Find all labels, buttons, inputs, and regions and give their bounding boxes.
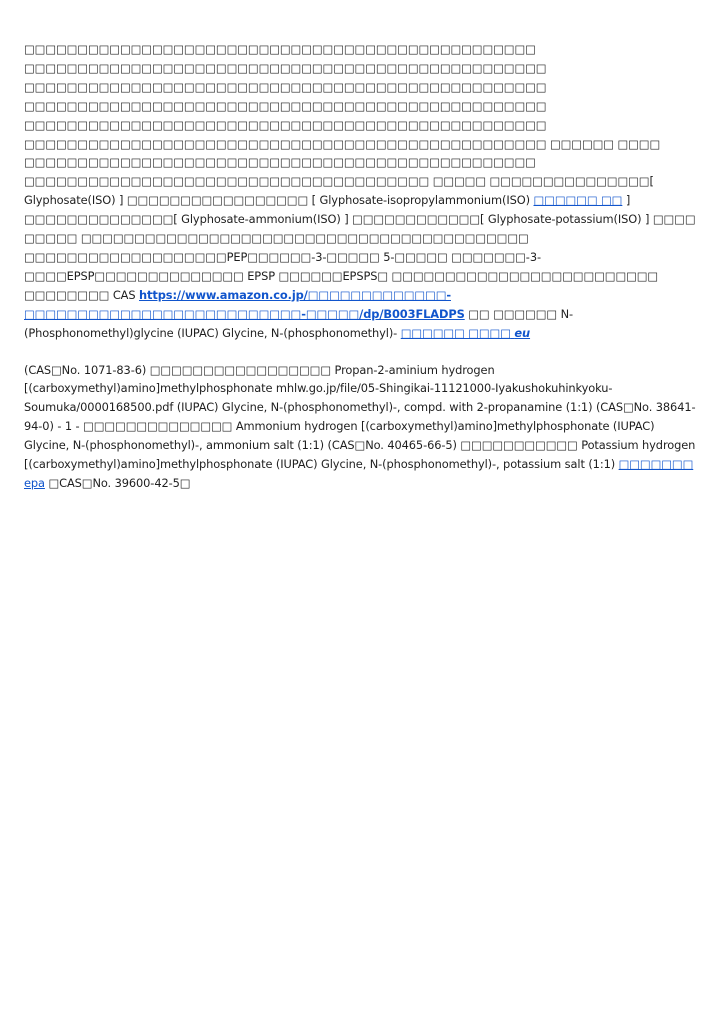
text-run: □□□□□□□□□□□□□□□□□□□□□□□□□□□□□□□□□□□□□□□□□□□□□□□□□ □□□□□□ □□□□: [24, 136, 661, 151]
inline-link[interactable]: □□□□□□ □□□□: [400, 325, 511, 340]
text-run: □□□□□□□□□□□□□□□□□□□□□□□□□□□□□□□□□□□□□□□□□□□□□□□□: [24, 42, 536, 56]
inline-link[interactable]: https://www.amazon.co.jp/□□□□□□□□□□□□□-□□□□□□□□□□□□□□□□□□□□□□□□□□-□□□□□/dp/B003FLADPS: [24, 287, 465, 321]
text-run: □□□□□□□□□□□□□□□□□□□□□□□□□□□□□□□□□□□□□□□□□□□□□□□□□: [24, 79, 547, 94]
paragraph-1: [24, 40, 696, 343]
paragraph-2: [24, 361, 696, 493]
inline-link[interactable]: eu: [514, 325, 531, 340]
text-run: □□□□□ □□□□□□□□□□□□□□□[ Glyphosate(ISO) ] □□□□□□□□□□□□□□□□□ [ Glyphosate-isopropylammonium(ISO): [24, 174, 654, 208]
text-run: (CAS□No. 1071-83-6) □□□□□□□□□□□□□□□□□ Propan-2-aminium hydrogen [(carboxymethyl)amino]methylphosphonate mhlw.go.jp/file/05-Shingikai-11121000-Iyakushokuhinkyoku-Soumuka/0000168500.pdf (IUPAC) Glycine, N-(phosphonomethyl)-, compd. with 2-propanamine (1:1) (CAS□No. 38641-94-0) - 1 - □□□□□□□□□□□□□□ Ammonium hydrogen [(carboxymethyl)amino]methylphosphonate (IUPAC) Glycine, N-(phosphonomethyl)-, ammonium salt (1:1) (CAS□No. 40465-66-5) □□□□□□□□□□□ Potassium hydrogen [(carboxymethyl)amino]methylphosphonate (IUPAC) Glycine, N-(phosphonomethyl)-, potassium salt (1:1): [24, 362, 696, 472]
text-run: □□ □□□□□□ N-(Phosphonomethyl)glycine (IUPAC) Glycine, N-(phosphonomethyl)-: [24, 306, 573, 340]
inline-link[interactable]: □□□□□□□: [618, 457, 694, 472]
text-run: □CAS□No. 39600-42-5□: [44, 475, 191, 490]
text-run: □□□□□□□□□□□□□□□□□□□□□□□□□□□□□□□□□□□□□□□□□□□□□□□□□: [24, 117, 547, 132]
inline-link[interactable]: epa: [24, 475, 45, 490]
text-run: □□□□□□□□□□□□□□□□□□□□□□□□□□□□□□□□□□□□□□□□□□□□□□□□□: [24, 98, 547, 113]
text-run: ] □□□□□□□□□□□□□□[ Glyphosate-ammonium(ISO) ] □□□□□□□□□□□□[ Glyphosate-potassium(ISO) ] □□□□ □□□□□ □□□□□□□□□□□□□□□□□□□□□□□□□□□□□□□□□□□□□□□□□□ □□□□□□□□□□□□□□□□□□□PEP□□□□□□-3-□□□□□ 5-□□□□□ □□□□□□□-3-□□□□EPSP□□□□□□□□□□□□□□ EPSP □□□□□□EPSPS□ □□□□□□□□□□□□□□□□□□□□□□□□□ □□□□□□□□ CAS: [24, 193, 696, 302]
inline-link[interactable]: □□□□□□ □□: [533, 193, 623, 208]
text-run: □□□□□□□□□□□□□□□□□□□□□□□□□□□□□□□□□□□□□□□□□□□□□□□□ □□□□□□□□□□□□□□□□□□□□□□□□□□□□□□□□□□□□□□: [24, 155, 536, 189]
text-run: □□□□□□□□□□□□□□□□□□□□□□□□□□□□□□□□□□□□□□□□□□□□□□□□□: [24, 60, 547, 75]
